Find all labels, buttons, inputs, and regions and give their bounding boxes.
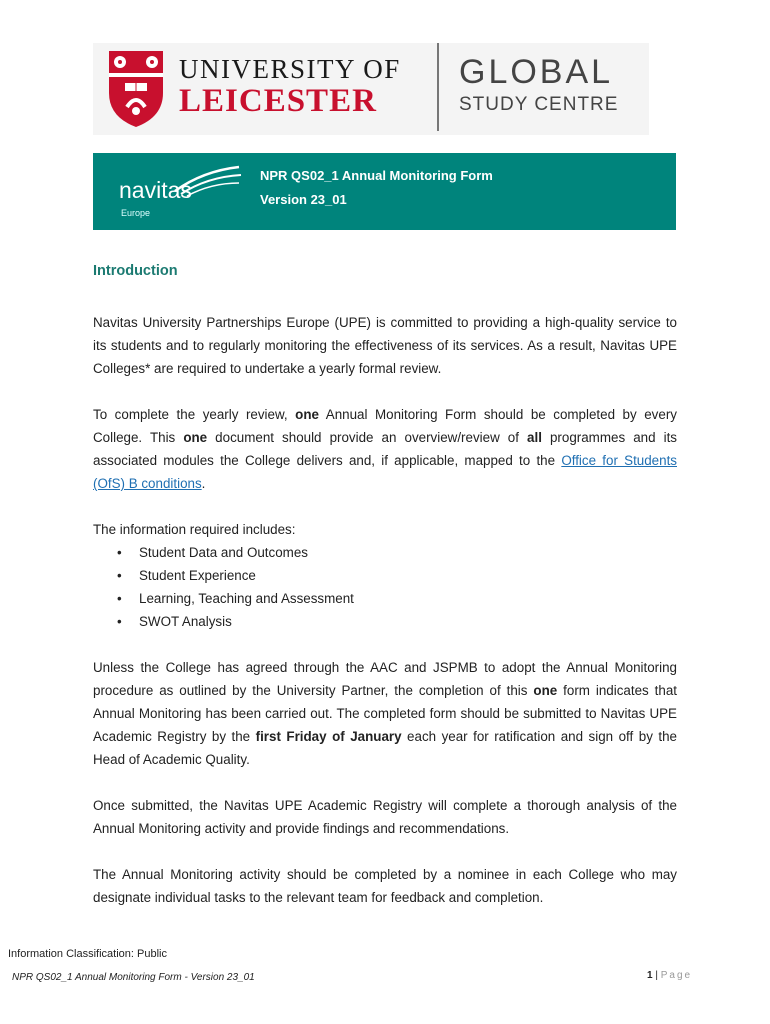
information-classification: Information Classification: Public xyxy=(8,948,167,960)
p2-text-c: Annual Monitoring Form should be completed by every College. This xyxy=(93,407,677,445)
p2-text-g: programmes and its associated modules the College delivers and, if applicable, mapped to the xyxy=(93,430,677,468)
university-name xyxy=(179,55,401,119)
university-logo-banner xyxy=(93,43,649,135)
navitas-logo-subtext: Europe xyxy=(121,208,151,218)
paragraph-4 xyxy=(93,656,677,771)
page-number: 1 xyxy=(647,970,653,981)
document-body xyxy=(93,311,677,932)
ofs-conditions-link[interactable]: Office for Students (OfS) B conditions xyxy=(93,453,677,491)
global-study-centre-name xyxy=(459,55,618,117)
paragraph-5: Once submitted, the Navitas UPE Academic Registry will complete a thorough analysis of the Annual Monitoring activity and provide findings and recommendations. xyxy=(93,798,677,836)
required-info-list xyxy=(93,541,677,633)
footer-page-number xyxy=(647,970,692,981)
gsc-line2: STUDY CENTRE xyxy=(459,94,619,115)
p2-text-end: . xyxy=(201,476,206,491)
leicester-crest-icon xyxy=(107,49,165,129)
p2-bold-one: one xyxy=(295,407,319,422)
p4-text-a: Unless the College has agreed through the AAC and JSPMB to adopt the Annual Monitoring procedure as outlined by the University Partner, the completion of this xyxy=(93,660,677,698)
paragraph-2 xyxy=(93,403,677,495)
form-title: NPR QS02_1 Annual Monitoring Form xyxy=(260,168,493,183)
introduction-heading: Introduction xyxy=(93,263,178,279)
university-name-line2: LEICESTER xyxy=(179,83,377,119)
p4-text-e: each year for ratification and sign off by the Head of Academic Quality. xyxy=(93,729,677,767)
p2-text-e: document should provide an overview/review of xyxy=(207,430,528,445)
navitas-logo-text: navitas xyxy=(119,177,192,203)
logo-divider xyxy=(437,43,439,131)
p4-bold-one: one xyxy=(533,683,558,698)
p4-bold-deadline: first Friday of January xyxy=(255,729,402,744)
list-item: • SWOT Analysis xyxy=(139,610,677,633)
navitas-title-banner xyxy=(93,153,676,230)
paragraph-6: The Annual Monitoring activity should be completed by a nominee in each College who may designate individual tasks to the relevant team for feedback and completion. xyxy=(93,867,677,905)
university-name-line1: UNIVERSITY OF xyxy=(179,54,401,84)
paragraph-3: The information required includes: xyxy=(93,522,296,537)
paragraph-1: Navitas University Partnerships Europe (UPE) is committed to providing a high-quality service to its students and to regularly monitoring the effectiveness of its services. As a result, Navitas UPE Colleges* are required to undertake a yearly formal review. xyxy=(93,315,677,376)
p2-bold-all: all xyxy=(527,430,542,445)
list-item: • Student Data and Outcomes xyxy=(139,541,677,564)
gsc-line1: GLOBAL xyxy=(459,53,614,91)
list-item: • Learning, Teaching and Assessment xyxy=(139,587,677,610)
list-item: • Student Experience xyxy=(139,564,677,587)
p2-text-a: To complete the yearly review, xyxy=(93,407,296,422)
form-version: Version 23_01 xyxy=(260,192,347,207)
page-separator: | xyxy=(652,970,661,981)
page-label: Page xyxy=(660,970,693,981)
footer-document-reference: NPR QS02_1 Annual Monitoring Form - Version 23_01 xyxy=(12,972,255,983)
p4-text-c: form indicates that Annual Monitoring has been carried out. The completed form should be submitted to Navitas UPE Academic Registry by the xyxy=(93,683,677,744)
p2-bold-one-2: one xyxy=(183,430,208,445)
